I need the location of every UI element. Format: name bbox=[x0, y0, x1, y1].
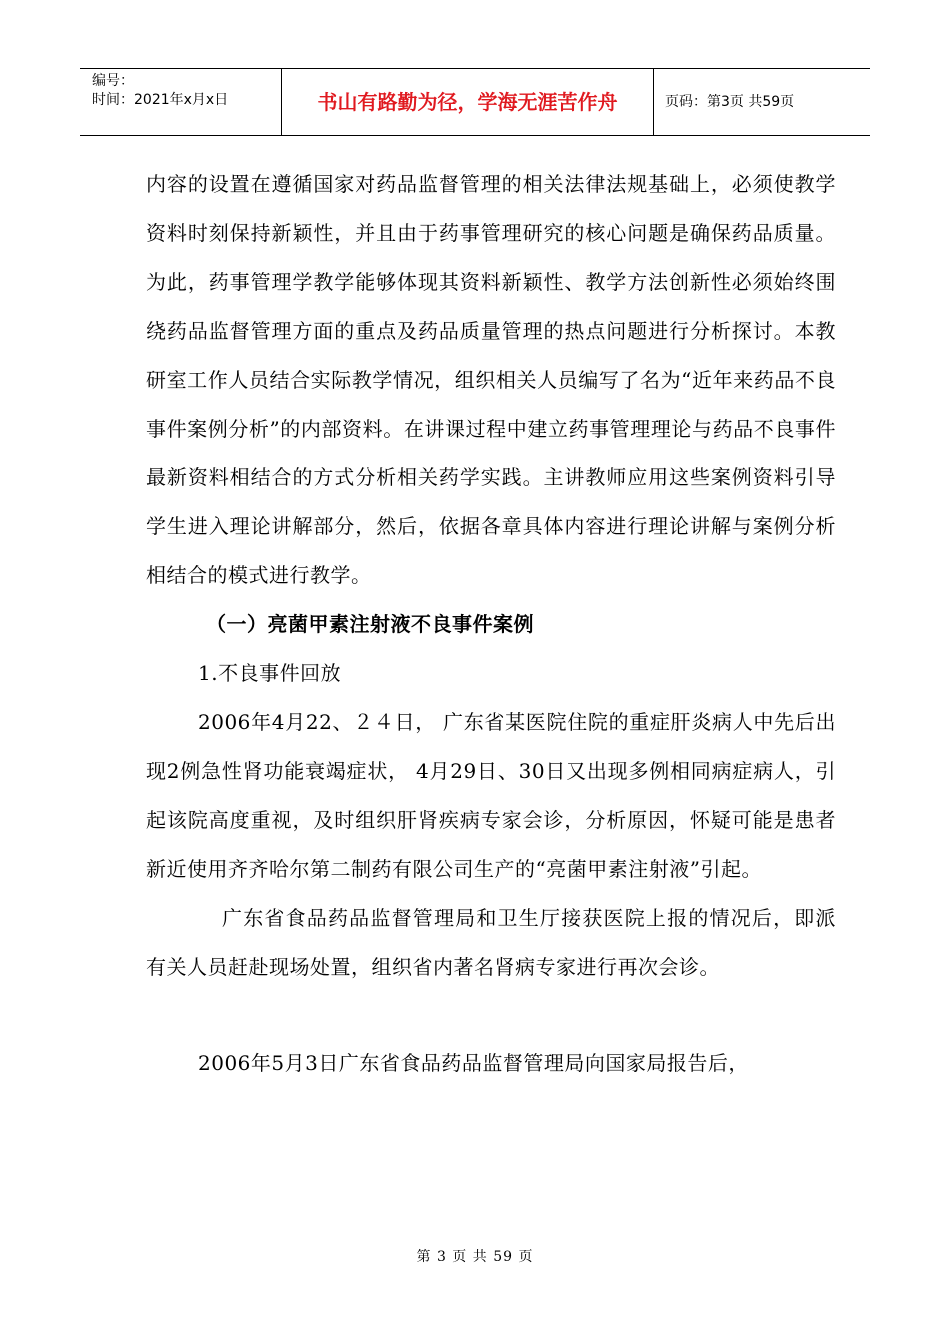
body-paragraph: 内容的设置在遵循国家对药品监督管理的相关法律法规基础上，必须使教学资料时刻保持新颖性，并且由于药事管理研究的核心问题是确保药品质量。为此，药事管理学教学能够体现其资料新颖性、教学方法创新性必须始终围绕药品监督管理方面的重点及药品质量管理的热点问题进行分析探讨。本教研室工作人员结合实际教学情况，组织相关人员编写了名为“近年来药品不良事件案例分析”的内部资料。在讲课过程中建立药事管理理论与药品不良事件最新资料相结合的方式分析相关药学实践。主讲教师应用这些案例资料引导学生进入理论讲解部分，然后，依据各章具体内容进行理论讲解与案例分析相结合的模式进行教学。 bbox=[146, 172, 836, 588]
header-motto: 书山有路勤为径，学海无涯苦作舟 bbox=[282, 69, 654, 135]
page-header bbox=[80, 68, 870, 136]
body-paragraph: 2006年4月22、２４日， 广东省某医院住院的重症肝炎病人中先后出现2例急性肾功能衰竭症状， 4月29日、30日又出现多例相同病症病人，引起该院高度重视，及时组织肝肾疾病专家会诊，分析原因，怀疑可能是患者新近使用齐齐哈尔第二制药有限公司生产的“亮菌甲素注射液”引起。 bbox=[146, 709, 836, 881]
document-number-label: 编号： bbox=[92, 73, 134, 89]
page-footer: 第 3 页 共 59 页 bbox=[416, 1249, 534, 1265]
body-paragraph: 2006年5月3日广东省食品药品监督管理局向国家局报告后， bbox=[198, 1051, 749, 1076]
body-paragraph: 广东省食品药品监督管理局和卫生厅接获医院上报的情况后，即派有关人员赶赴现场处置，组织省内著名肾病专家进行再次会诊。 bbox=[146, 905, 836, 979]
subsection-heading: 1.不良事件回放 bbox=[198, 661, 342, 686]
document-time-label: 时间：2021年x月x日 bbox=[92, 92, 229, 108]
header-page-number: 页码：第3页 共59页 bbox=[665, 94, 795, 110]
section-heading: （一）亮菌甲素注射液不良事件案例 bbox=[206, 612, 534, 637]
header-meta-cell bbox=[80, 69, 282, 135]
document-body bbox=[146, 160, 836, 1088]
paragraph-spacer bbox=[146, 991, 836, 1039]
